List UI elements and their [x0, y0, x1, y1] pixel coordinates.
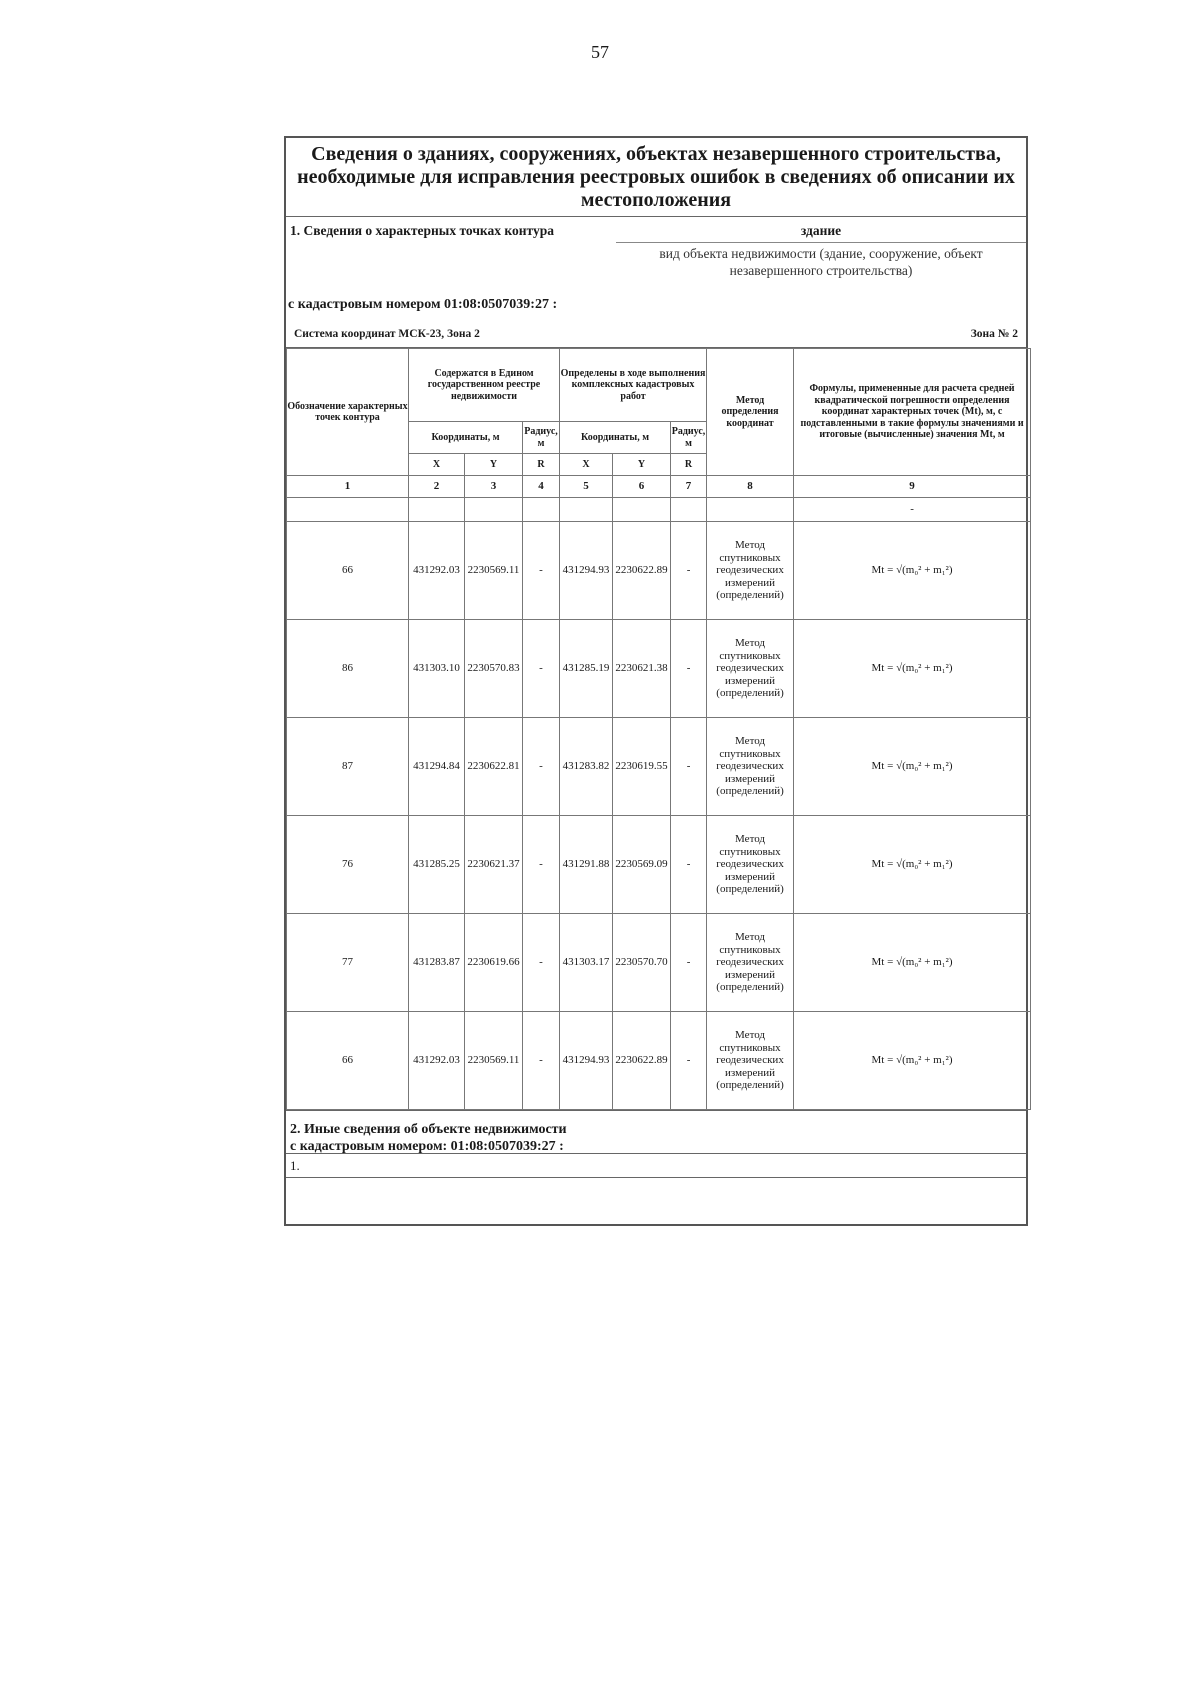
works-y-cell: 2230569.09	[613, 816, 671, 914]
header-coords-works: Координаты, м	[560, 422, 671, 454]
header-formula: Формулы, примененные для расчета средней квадратической погрешности определения координат характерных точек (Mt), м, с подставленными в такие формулы значениями и итоговые (вычисленные) значения Mt, м	[794, 349, 1031, 476]
method-cell: Метод спутниковых геодезических измерений (определений)	[707, 522, 794, 620]
formula-cell: Mt = √(m₀² + m₁²)	[794, 816, 1031, 914]
works-y-cell: 2230621.38	[613, 620, 671, 718]
egrn-x-cell: 431292.03	[409, 522, 465, 620]
header-r-egrn: R	[523, 454, 560, 476]
section2-cadastral: с кадастровым номером: 01:08:0507039:27 :	[290, 1139, 564, 1154]
col-number: 7	[671, 476, 707, 498]
header-works: Определены в ходе выполнения комплексных кадастровых работ	[560, 349, 707, 422]
object-kind-note: вид объекта недвижимости (здание, сооружение, объект незавершенного строительства)	[659, 246, 983, 278]
cadastral-form	[284, 136, 1028, 1226]
egrn-y-cell: 2230619.66	[465, 914, 523, 1012]
egrn-y-cell: 2230569.11	[465, 1012, 523, 1110]
egrn-r-cell: -	[523, 914, 560, 1012]
header-radius-egrn: Радиус, м	[523, 422, 560, 454]
table-row	[287, 522, 1031, 620]
col-number: 1	[287, 476, 409, 498]
works-x-cell: 431285.19	[560, 620, 613, 718]
point-cell: 66	[287, 1012, 409, 1110]
egrn-r-cell: -	[523, 522, 560, 620]
section1-label: 1. Сведения о характерных точках контура	[290, 223, 554, 238]
point-cell: 87	[287, 718, 409, 816]
col-number: 2	[409, 476, 465, 498]
egrn-x-cell: 431292.03	[409, 1012, 465, 1110]
zone-label: Зона № 2	[970, 328, 1018, 340]
header-point: Обозначение характерных точек контура	[287, 349, 409, 476]
header-x-egrn: X	[409, 454, 465, 476]
header-y-egrn: Y	[465, 454, 523, 476]
empty-row	[287, 498, 1031, 522]
table-row	[287, 620, 1031, 718]
egrn-r-cell: -	[523, 718, 560, 816]
table-row	[287, 816, 1031, 914]
header-egrn: Содержатся в Едином государственном реестре недвижимости	[409, 349, 560, 422]
egrn-x-cell: 431294.84	[409, 718, 465, 816]
egrn-y-cell: 2230570.83	[465, 620, 523, 718]
formula-cell: Mt = √(m₀² + m₁²)	[794, 1012, 1031, 1110]
page-number: 57	[591, 42, 609, 62]
col-number: 9	[794, 476, 1031, 498]
egrn-r-cell: -	[523, 816, 560, 914]
egrn-x-cell: 431285.25	[409, 816, 465, 914]
point-cell: 86	[287, 620, 409, 718]
object-kind-underline	[616, 242, 1026, 243]
header-y-works: Y	[613, 454, 671, 476]
section2-blank	[286, 1178, 1026, 1224]
method-cell: Метод спутниковых геодезических измерений (определений)	[707, 620, 794, 718]
method-cell: Метод спутниковых геодезических измерений (определений)	[707, 816, 794, 914]
works-r-cell: -	[671, 1012, 707, 1110]
egrn-x-cell: 431283.87	[409, 914, 465, 1012]
header-method: Метод определения координат	[707, 349, 794, 476]
method-cell: Метод спутниковых геодезических измерений (определений)	[707, 718, 794, 816]
section2-header	[286, 1111, 1026, 1154]
coord-system: Система координат МСК-23, Зона 2	[294, 328, 480, 340]
form-title: Сведения о зданиях, сооружениях, объектах незавершенного строительства, необходимые для исправления реестровых ошибок в сведениях об описании их местоположения	[286, 138, 1026, 217]
egrn-r-cell: -	[523, 1012, 560, 1110]
formula-cell: Mt = √(m₀² + m₁²)	[794, 718, 1031, 816]
works-x-cell: 431303.17	[560, 914, 613, 1012]
formula-cell: Mt = √(m₀² + m₁²)	[794, 620, 1031, 718]
egrn-y-cell: 2230621.37	[465, 816, 523, 914]
works-x-cell: 431291.88	[560, 816, 613, 914]
col-number: 6	[613, 476, 671, 498]
header-x-works: X	[560, 454, 613, 476]
works-r-cell: -	[671, 522, 707, 620]
works-r-cell: -	[671, 620, 707, 718]
cadastral-number: с кадастровым номером 01:08:0507039:27 :	[288, 297, 558, 312]
method-cell: Метод спутниковых геодезических измерений (определений)	[707, 914, 794, 1012]
point-cell: 77	[287, 914, 409, 1012]
works-y-cell: 2230622.89	[613, 1012, 671, 1110]
header-r-works: R	[671, 454, 707, 476]
works-r-cell: -	[671, 816, 707, 914]
point-cell: 76	[287, 816, 409, 914]
method-cell: Метод спутниковых геодезических измерений (определений)	[707, 1012, 794, 1110]
point-cell: 66	[287, 522, 409, 620]
formula-cell: Mt = √(m₀² + m₁²)	[794, 914, 1031, 1012]
header-coords-egrn: Координаты, м	[409, 422, 523, 454]
section2	[286, 1110, 1026, 1224]
egrn-x-cell: 431303.10	[409, 620, 465, 718]
table-row	[287, 718, 1031, 816]
formula-cell: Mt = √(m₀² + m₁²)	[794, 522, 1031, 620]
works-x-cell: 431294.93	[560, 1012, 613, 1110]
table-row	[287, 1012, 1031, 1110]
works-y-cell: 2230622.89	[613, 522, 671, 620]
egrn-r-cell: -	[523, 620, 560, 718]
works-y-cell: 2230619.55	[613, 718, 671, 816]
points-table	[286, 348, 1031, 1110]
empty-row-dash: -	[794, 498, 1031, 522]
works-y-cell: 2230570.70	[613, 914, 671, 1012]
section1-header	[286, 217, 1026, 348]
section2-item: 1.	[286, 1154, 1026, 1178]
table-row	[287, 914, 1031, 1012]
works-r-cell: -	[671, 718, 707, 816]
data-rows	[287, 522, 1031, 1110]
works-x-cell: 431283.82	[560, 718, 613, 816]
egrn-y-cell: 2230622.81	[465, 718, 523, 816]
column-number-row	[287, 476, 1031, 498]
col-number: 4	[523, 476, 560, 498]
section2-label: 2. Иные сведения об объекте недвижимости	[290, 1122, 567, 1137]
col-number: 5	[560, 476, 613, 498]
col-number: 8	[707, 476, 794, 498]
works-x-cell: 431294.93	[560, 522, 613, 620]
col-number: 3	[465, 476, 523, 498]
works-r-cell: -	[671, 914, 707, 1012]
object-kind: здание	[800, 223, 842, 238]
egrn-y-cell: 2230569.11	[465, 522, 523, 620]
header-radius-works: Радиус, м	[671, 422, 707, 454]
